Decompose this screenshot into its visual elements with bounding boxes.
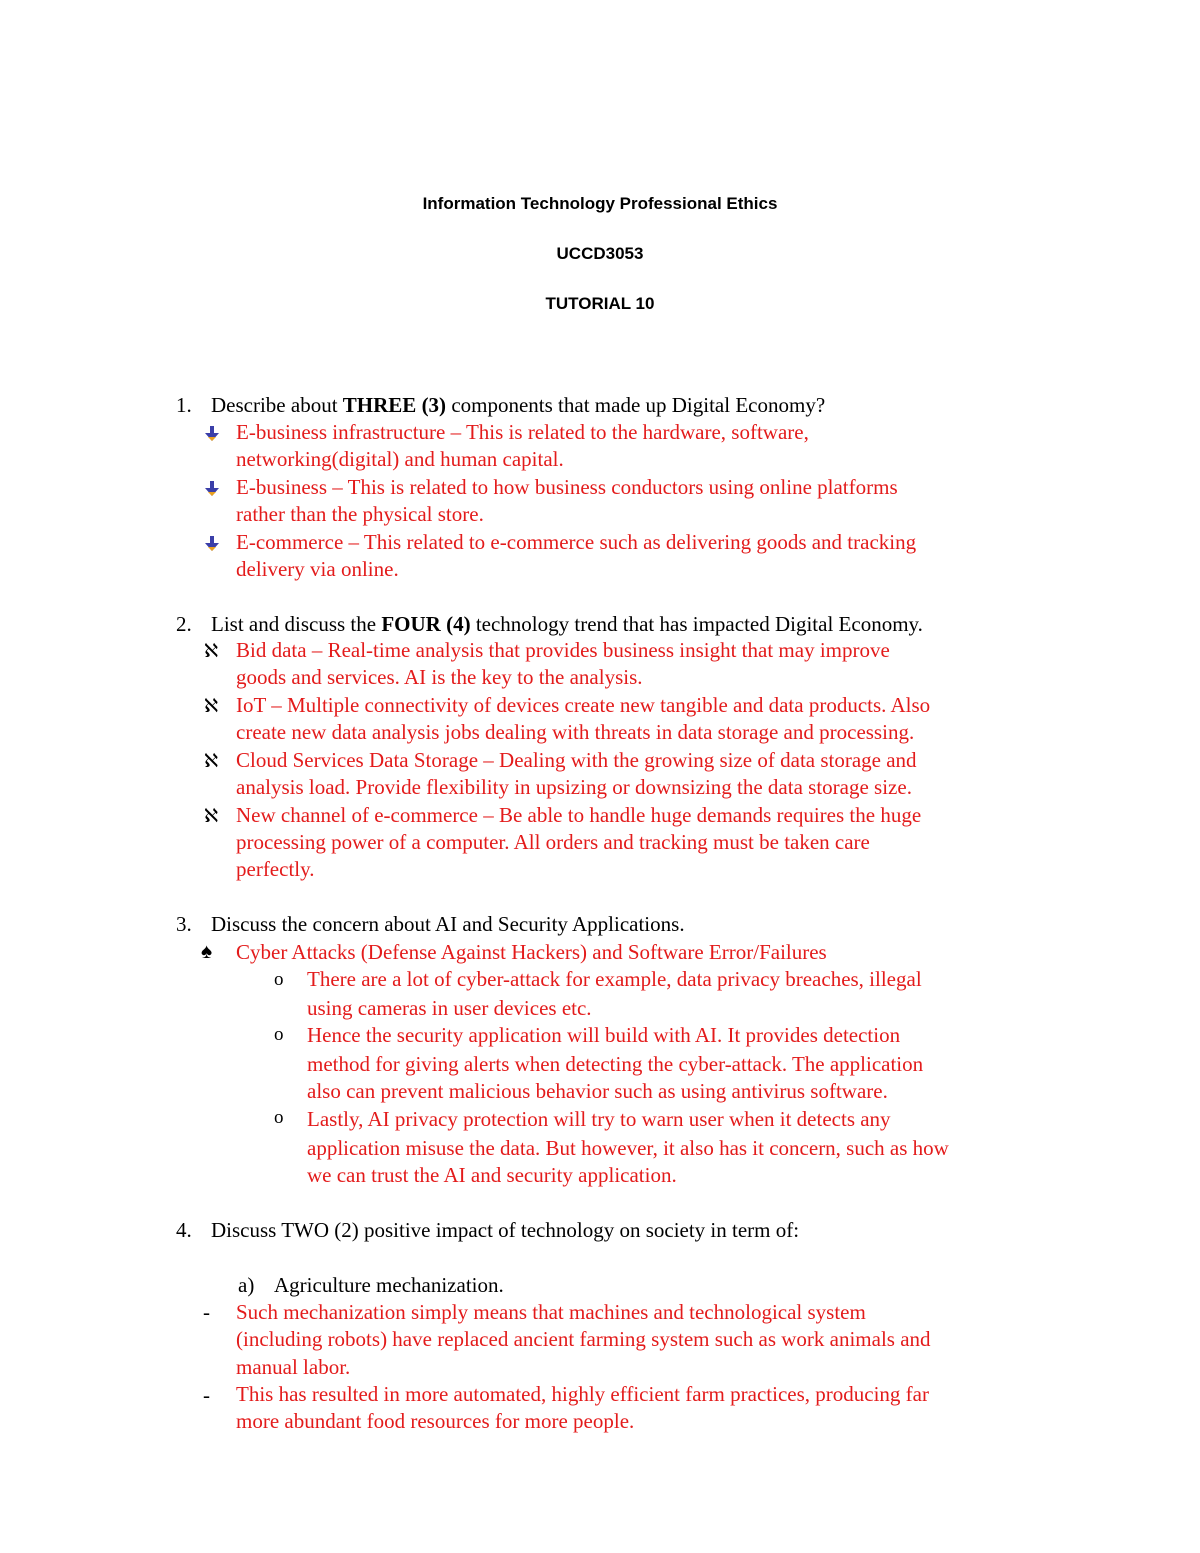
- question-4: 4. Discuss TWO (2) positive impact of technology on society in term of:: [176, 1218, 800, 1242]
- document-title: Information Technology Professional Ethics: [422, 194, 778, 213]
- answer-line: E-business infrastructure – This is related to the hardware, software,: [236, 420, 809, 444]
- question-number: 3.: [176, 912, 192, 936]
- answer-line: rather than the physical store.: [236, 502, 484, 526]
- answer-line: also can prevent malicious behavior such as using antivirus software.: [307, 1079, 888, 1103]
- aleph-bullet-icon: ℵ: [204, 696, 219, 717]
- answer-line: more abundant food resources for more people.: [236, 1409, 635, 1433]
- answer-line: delivery via online.: [236, 557, 399, 581]
- answer-line: application misuse the data. But however, it also has it concern, such as how: [307, 1136, 949, 1160]
- aleph-bullet-icon: ℵ: [204, 641, 219, 662]
- answer-line: E-commerce – This related to e-commerce such as delivering goods and tracking: [236, 530, 917, 554]
- answer-line: perfectly.: [236, 857, 315, 881]
- answer-line: method for giving alerts when detecting the cyber-attack. The application: [307, 1052, 924, 1076]
- emphasis: THREE (3): [342, 393, 447, 417]
- sub-question-label: a): [238, 1273, 255, 1297]
- tutorial-number: TUTORIAL 10: [545, 294, 655, 313]
- answer-line: New channel of e-commerce – Be able to handle huge demands requires the huge: [236, 803, 922, 827]
- emphasis: FOUR (4): [381, 612, 471, 636]
- answer-line: Cyber Attacks (Defense Against Hackers) and Software Error/Failures: [236, 940, 827, 964]
- answer-line: using cameras in user devices etc.: [307, 996, 592, 1020]
- aleph-bullet-icon: ℵ: [204, 751, 219, 772]
- answer-line: processing power of a computer. All orders and tracking must be taken care: [236, 830, 870, 854]
- dash-bullet-icon: -: [203, 1383, 210, 1407]
- answer-line: There are a lot of cyber-attack for example, data privacy breaches, illegal: [307, 967, 922, 991]
- answer-line: networking(digital) and human capital.: [236, 447, 564, 471]
- answer-line: IoT – Multiple connectivity of devices create new tangible and data products. Also: [236, 693, 931, 717]
- answer-line: Bid data – Real-time analysis that provides business insight that may improve: [236, 638, 890, 662]
- question-2: 2. List and discuss the FOUR (4) technology trend that has impacted Digital Economy.: [176, 612, 923, 636]
- answer-line: Hence the security application will build with AI. It provides detection: [307, 1023, 901, 1047]
- answer-line: manual labor.: [236, 1355, 351, 1379]
- arrow-bullet-icon: [205, 426, 219, 442]
- answer-line: create new data analysis jobs dealing with threats in data storage and processing.: [236, 720, 915, 744]
- answer-line: goods and services. AI is the key to the analysis.: [236, 665, 643, 689]
- question-number: 4.: [176, 1218, 192, 1242]
- course-code: UCCD3053: [556, 244, 644, 263]
- arrow-bullet-icon: [205, 481, 219, 497]
- answer-line: (including robots) have replaced ancient farming system such as work animals and: [236, 1327, 931, 1351]
- answer-line: Lastly, AI privacy protection will try to warn user when it detects any: [307, 1107, 891, 1131]
- sub-question-a: a) Agriculture mechanization.: [238, 1273, 504, 1297]
- answer-line: This has resulted in more automated, highly efficient farm practices, producing far: [236, 1382, 929, 1406]
- question-number: 2.: [176, 612, 192, 636]
- answer-line: Such mechanization simply means that machines and technological system: [236, 1300, 866, 1324]
- question-3: 3. Discuss the concern about AI and Security Applications.: [176, 912, 685, 936]
- circle-bullet-icon: o: [274, 1107, 284, 1128]
- answer-line: analysis load. Provide flexibility in upsizing or downsizing the data storage size.: [236, 775, 912, 799]
- question-number: 1.: [176, 393, 192, 417]
- question-1: 1. Describe about THREE (3) components that made up Digital Economy?: [176, 393, 826, 417]
- aleph-bullet-icon: ℵ: [204, 806, 219, 827]
- answer-line: E-business – This is related to how business conductors using online platforms: [236, 475, 898, 499]
- circle-bullet-icon: o: [274, 969, 284, 990]
- circle-bullet-icon: o: [274, 1024, 284, 1045]
- arrow-bullet-icon: [205, 536, 219, 552]
- dash-bullet-icon: -: [203, 1300, 210, 1324]
- answer-line: Cloud Services Data Storage – Dealing with the growing size of data storage and: [236, 748, 917, 772]
- spade-bullet-icon: ♠: [201, 939, 213, 963]
- answer-line: we can trust the AI and security application.: [307, 1163, 677, 1187]
